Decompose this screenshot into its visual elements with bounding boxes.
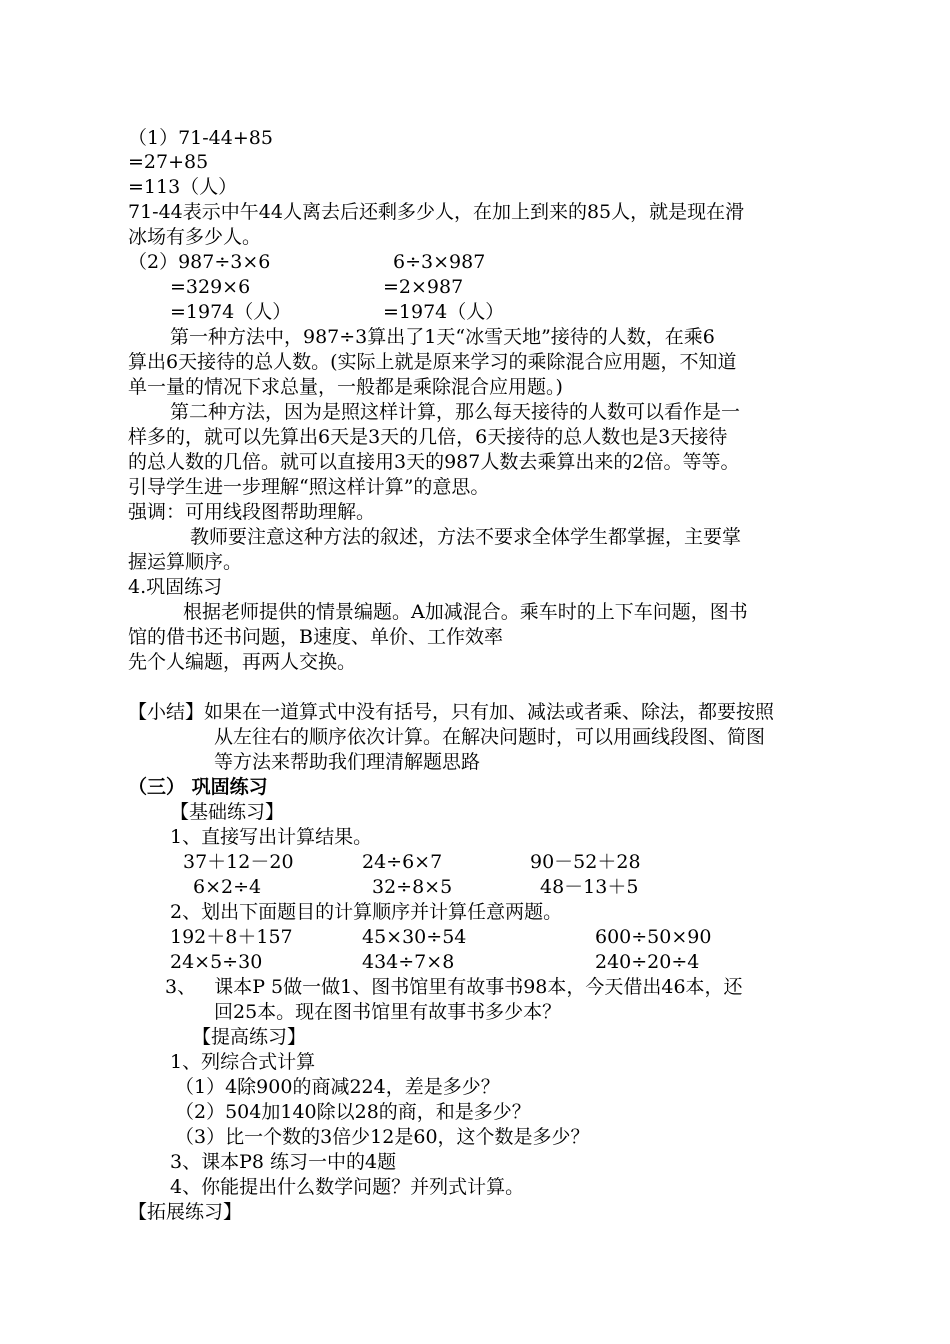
text-line: 单一量的情况下求总量，一般都是乘除混合应用题。) <box>128 376 563 398</box>
exercise-item: 240÷20÷4 <box>595 951 700 973</box>
text-line: =329×6 <box>170 276 251 298</box>
exercise-item: 600÷50×90 <box>595 926 712 948</box>
text-line: =2×987 <box>383 276 464 298</box>
subsection-heading: 【拓展练习】 <box>128 1201 243 1223</box>
subsection-heading: 【提高练习】 <box>192 1026 307 1048</box>
exercise-item: （1）4除900的商减224，差是多少？ <box>175 1076 500 1098</box>
exercise-item: 434÷7×8 <box>362 951 455 973</box>
text-line: =1974（人） <box>170 301 292 323</box>
text-line: 2、划出下面题目的计算顺序并计算任意两题。 <box>170 901 563 923</box>
summary-line: 等方法来帮助我们理清解题思路 <box>214 751 481 773</box>
exercise-item: 37＋12－20 <box>183 851 294 873</box>
exercise-item: 6×2÷4 <box>193 876 262 898</box>
text-line: 样多的，就可以先算出6天是3天的几倍，6天接待的总人数也是3天接待 <box>128 426 728 448</box>
text-line: =27+85 <box>128 151 209 173</box>
text-line: 回25本。现在图书馆里有故事书多少本？ <box>214 1001 562 1023</box>
exercise-item: 24×5÷30 <box>170 951 263 973</box>
text-line: 3、课本P8 练习一中的4题 <box>170 1151 397 1173</box>
text-line: 冰场有多少人。 <box>128 226 262 248</box>
text-line: 算出6天接待的总人数。(实际上就是原来学习的乘除混合应用题，不知道 <box>128 351 737 373</box>
text-line: 强调：可用线段图帮助理解。 <box>128 501 376 523</box>
text-line: 1、列综合式计算 <box>170 1051 316 1073</box>
text-line: =1974（人） <box>383 301 505 323</box>
exercise-item: 45×30÷54 <box>362 926 467 948</box>
text-line: 1、直接写出计算结果。 <box>170 826 373 848</box>
text-line: 第二种方法，因为是照这样计算，那么每天接待的人数可以看作是一 <box>170 401 741 423</box>
text-line: 第一种方法中，987÷3算出了1天“冰雪天地”接待的人数，在乘6 <box>170 326 715 348</box>
text-line: 握运算顺序。 <box>128 551 243 573</box>
text-line: （1）71-44+85 <box>128 127 273 149</box>
text-line: 根据老师提供的情景编题。A加减混合。乘车时的上下车问题，图书 <box>183 601 748 623</box>
summary-line: 【小结】如果在一道算式中没有括号，只有加、减法或者乘、除法，都要按照 <box>128 701 775 723</box>
text-line: （2）987÷3×6 <box>128 251 271 273</box>
exercise-item: （2）504加140除以28的商，和是多少？ <box>175 1101 531 1123</box>
exercise-item: （3）比一个数的3倍少12是60，这个数是多少？ <box>175 1126 590 1148</box>
exercise-item: 24÷6×7 <box>362 851 443 873</box>
text-line: 71-44表示中午44人离去后还剩多少人，在加上到来的85人，就是现在滑 <box>128 201 745 223</box>
text-line: 教师要注意这种方法的叙述，方法不要求全体学生都掌握，主要掌 <box>190 526 742 548</box>
exercise-item: 32÷8×5 <box>372 876 453 898</box>
text-line: 馆的借书还书问题，B速度、单价、工作效率 <box>128 626 503 648</box>
summary-line: 从左往右的顺序依次计算。在解决问题时，可以用画线段图、简图 <box>214 726 766 748</box>
text-line: =113（人） <box>128 176 238 198</box>
exercise-item: 90－52＋28 <box>530 851 641 873</box>
text-line: 6÷3×987 <box>393 251 486 273</box>
text-line: 先个人编题，再两人交换。 <box>128 651 357 673</box>
subsection-heading: 【基础练习】 <box>170 801 285 823</box>
text-line: 引导学生进一步理解“照这样计算”的意思。 <box>128 476 490 498</box>
exercise-item: 48－13＋5 <box>540 876 639 898</box>
exercise-item: 192＋8＋157 <box>170 926 293 948</box>
text-line: 的总人数的几倍。就可以直接用3天的987人数去乘算出来的2倍。等等。 <box>128 451 740 473</box>
section-heading: 4.巩固练习 <box>128 576 223 598</box>
text-line: 3、 课本P 5做一做1、图书馆里有故事书98本，今天借出46本，还 <box>165 976 743 998</box>
section-heading: （三） 巩固练习 <box>128 776 268 798</box>
text-line: 4、你能提出什么数学问题？并列式计算。 <box>170 1176 525 1198</box>
